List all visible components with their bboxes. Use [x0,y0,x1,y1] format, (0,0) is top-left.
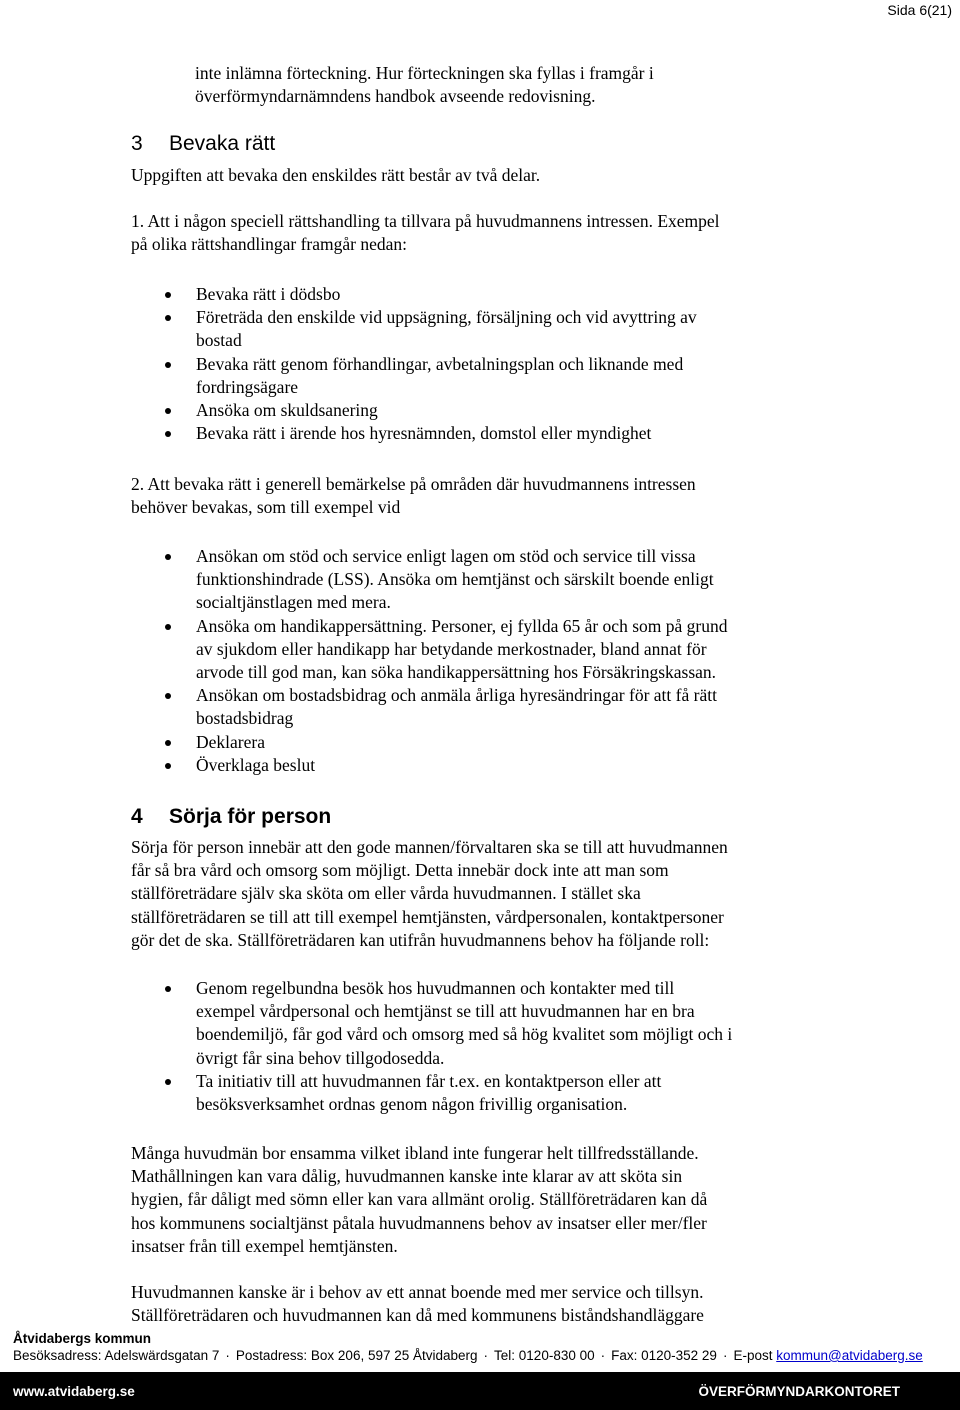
list-item: Bevaka rätt i ärende hos hyresnämnden, domstol eller myndighet [131,422,831,445]
section-4-paragraph-1 [131,836,851,952]
bullet-icon [165,740,171,746]
section-4-paragraph-2 [131,1142,831,1258]
section-title: Sörja för person [169,805,332,828]
footer-bar [0,1372,960,1410]
text-line: inte inlämna förteckning. Hur förteckningen ska fyllas i framgår i [195,63,654,83]
footer-org-name: Åtvidabergs kommun [13,1331,152,1346]
bullet-icon [165,693,171,699]
list-item: Ansöka om handikappersättning. Personer, ej fyllda 65 år och som på grund av sjukdom eller handikapp har betydande merkostnader, bland annat för arvode till god man, kan söka handikappersättning hos Försäkringskassan. [131,615,831,685]
text-line: får så bra vård och omsorg som möjligt. Detta innebär dock inte att man som [131,860,669,881]
email-label: E-post [733,1348,773,1363]
section-3-intro: Uppgiften att bevaka den enskildes rätt består av två delar. [131,165,541,185]
website-link[interactable]: www.atvidaberg.se [13,1384,135,1399]
list-item: Genom regelbundna besök hos huvudmannen och kontakter med till exempel vårdpersonal och hemtjänst se till att huvudmannen har en bra boendemiljö, får god vård och omsorg med så hög kvalitet som möjligt och i övrigt får sina behov tillgodosedda. [131,977,851,1070]
bullet-icon [165,554,171,560]
text-line: gör det de ska. Ställföreträdaren kan utifrån huvudmannens behov ha följande roll: [131,929,710,950]
fax-number: Fax: 0120-352 29 [611,1348,717,1363]
section-4-heading [131,804,331,830]
list-item: Bevaka rätt genom förhandlingar, avbetalningsplan och liknande med fordringsägare [131,353,831,399]
email-link[interactable]: kommun@atvidaberg.se [776,1348,923,1363]
text-line: 2. Att bevaka rätt i generell bemärkelse på områden där huvudmannens intressen [131,474,696,494]
list-item: Ansöka om skuldsanering [131,399,831,422]
bullet-icon [165,986,171,992]
text-line: på olika rättshandlingar framgår nedan: [131,234,408,255]
part-1-paragraph [131,210,831,256]
text-line: hygien, får dåligt med sömn eller kan vara allmänt orolig. Ställföreträdaren kan då [131,1189,708,1210]
list-item: Överklaga beslut [131,754,831,777]
section-4-paragraph-3 [131,1281,831,1327]
list-item: Ansökan om stöd och service enligt lagen om stöd och service till vissa funktionshindrade (LSS). Ansöka om hemtjänst och särskilt boende enligt socialtjänstlagen med mera. [131,545,831,615]
separator: · [225,1348,230,1363]
bullet-icon [165,315,171,321]
visit-address: Besöksadress: Adelswärdsgatan 7 [13,1348,220,1363]
bullet-icon [165,1079,171,1085]
section-3-heading [131,131,275,157]
postal-address: Postadress: Box 206, 597 25 Åtvidaberg [235,1348,478,1363]
general-rights-list [131,545,831,777]
text-line: 1. Att i någon speciell rättshandling ta tillvara på huvudmannens intressen. Exempel [131,211,720,231]
text-line: överförmyndarnämndens handbok avseende redovisning. [195,86,596,107]
bullet-icon [165,431,171,437]
list-item: Ta initiativ till att huvudmannen får t.ex. en kontaktperson eller att besöksverksamhet ordnas genom någon frivillig organisation. [131,1070,851,1116]
bullet-icon [165,763,171,769]
role-list [131,977,851,1116]
section-number: 4 [131,805,143,828]
text-line: Ställföreträdaren och huvudmannen kan då med kommunens biståndshandläggare [131,1305,704,1326]
list-item: Ansökan om bostadsbidrag och anmäla årliga hyresändringar för att få rätt bostadsbidrag [131,684,831,730]
footer-address-line [13,1347,923,1365]
text-line: Många huvudmän bor ensamma vilket ibland inte fungerar helt tillfredsställande. [131,1143,699,1163]
bullet-icon [165,292,171,298]
text-line: ställföreträdaren se till att till exempel hemtjänsten, vårdpersonalen, kontaktpersoner [131,906,724,927]
list-item: Deklarera [131,731,831,754]
separator: · [600,1348,606,1363]
rights-list [131,283,831,445]
section-number: 3 [131,132,143,155]
separator: · [722,1348,728,1363]
text-line: behöver bevakas, som till exempel vid [131,497,401,518]
text-line: Mathållningen kan vara dålig, huvudmannen kanske inte klarar av att sköta sin [131,1166,683,1187]
department-name: ÖVERFÖRMYNDARKONTORET [698,1384,900,1399]
text-line: insatser från till exempel hemtjänsten. [131,1235,398,1256]
page-number: Sida 6(21) [887,2,952,18]
separator: · [483,1348,489,1363]
text-line: hos kommunens socialtjänst påtala huvudmannens behov av insatser eller mer/fler [131,1212,707,1233]
bullet-icon [165,362,171,368]
part-2-paragraph [131,473,831,519]
phone-number: Tel: 0120-830 00 [494,1348,595,1363]
list-item: Företräda den enskilde vid uppsägning, försäljning och vid avyttring av bostad [131,306,831,352]
bullet-icon [165,408,171,414]
text-line: Sörja för person innebär att den gode mannen/förvaltaren ska se till att huvudmannen [131,837,728,857]
bullet-icon [165,624,171,630]
text-line: Huvudmannen kanske är i behov av ett annat boende med mer service och tillsyn. [131,1282,704,1302]
list-item: Bevaka rätt i dödsbo [131,283,831,306]
section-title: Bevaka rätt [169,132,276,155]
intro-paragraph [195,62,835,108]
text-line: ställföreträdare själv ska sköta om eller vårda huvudmannen. I stället ska [131,883,641,904]
